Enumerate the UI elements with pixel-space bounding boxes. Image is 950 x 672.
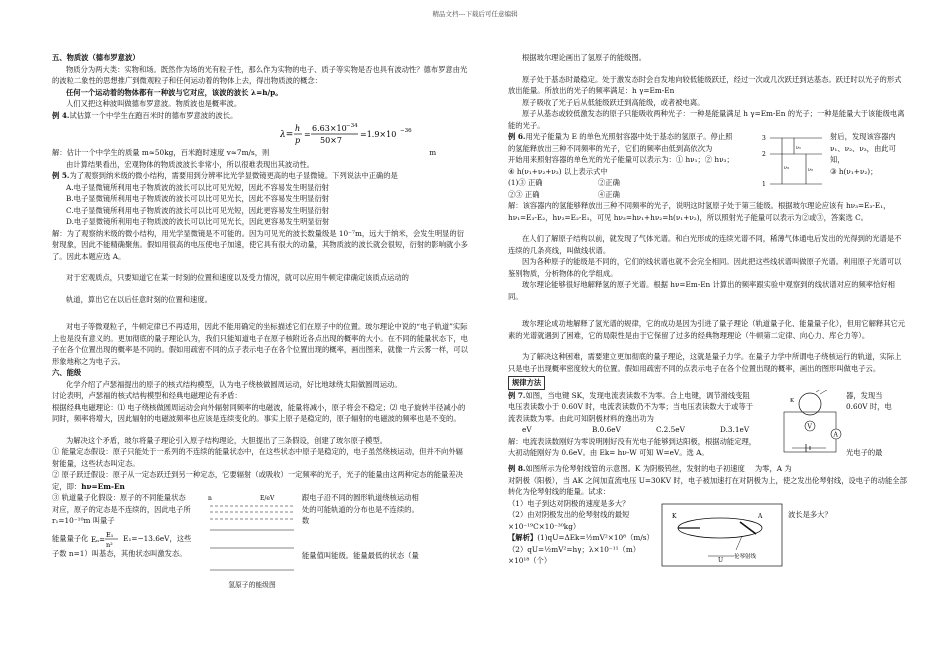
method-heading: 规律方法	[508, 376, 545, 390]
transition-paragraph: 原子处于基态时最稳定。处于激发态时会自发地向较低能级跃迁，经过一次或几次跃迁到达基态。跃迁时以光子的形式放出能量。所放出的光子的频率满足：h γ=Em-En	[508, 74, 902, 95]
debroglie-formula	[52, 121, 430, 147]
svg-text:n²: n²	[105, 540, 113, 548]
section5-title: 五、物质波（德布罗意波）	[52, 53, 140, 62]
energy-level-svg	[202, 492, 302, 580]
macro-paragraph: 对于宏观质点，只要知道它在某一时刻的位置和速度以及受力情况，就可以应用牛顿定律确定该质点运动的	[66, 273, 409, 282]
ground-state-text: 子数 n=1）叫基态，其他状态叫激发态。	[52, 548, 187, 558]
svg-text:1: 1	[762, 181, 766, 188]
formula-num-exp: −34	[346, 123, 358, 129]
section6-title: 六、能级	[52, 368, 82, 377]
hypothesis-3-block: ③ 轨道量子化假设：原子的不同能量状态 对应，原子的定态是不连续的，因此电子所 r₁=10⁻¹⁰m 叫量子 能量量子化 Eₙ= E₁ n² E₁=−13.6eV，这些 子数 n=1）叫基态，其他状态叫激发态。 n E/eV 氢原子的能级图 跟电子沿不同的圆形轨道绕核运动相 处的可能轨道的分布也是不连续的。 数 能量值叫能级。能量最低的状态（量	[52, 492, 470, 584]
example6-block: 例 6.用光子能量为 E 的单色光照射容器中处于基态的氢原子。停止照 的氢能释放出三种不同频率的光子，它们的频率由低到高依次为 开始用来照射容器的单色光的光子能量可以表示为：① hν₁；② hν₃； ④ h(ν₁+ν₂+ν₃) 以上表示式中 (1)③ 正确 ②正确 ②③ 正确 ④正确 3 2 1 ν₃ ν₁ ν₂ 射后，发现该容器内 ν₁、ν₂、ν₃，由此可知， ③ h(ν₁+ν₂)；	[508, 132, 896, 199]
three-level-diagram	[760, 131, 830, 200]
quantum-mechanics-paragraph: 为了解决这种困难，需要建立更加彻底的量子理论，这就是量子力学。在量子力学中所谓电子绕核运行的轨道，实际上只是电子出现概率密度较大的位置。假如用疏密不同的点表示电子在各个位置出现的概率，画出的图形叫做电子云。	[508, 352, 902, 373]
solution4-conclusion: 由计算结果看出，宏观物体的物质波波长非常小，所以很难表现出其波动性。	[66, 159, 315, 169]
absorption-paragraph: 原子吸收了光子后从低能级跃迁到高能级，或者被电离。	[522, 97, 705, 107]
spectrum-paragraph-1: 在人们了解原子结构以前，就发现了气体光谱。和白光形成的连续光谱不同，稀薄气体通电后发出的光得到的光谱是不连续的几条亮线，叫做线状谱。	[508, 234, 902, 255]
svg-text:Eₙ=: Eₙ=	[90, 535, 105, 544]
energy-formula	[91, 530, 121, 548]
ground-energy: E₁=−13.6eV，这些	[123, 533, 192, 543]
svg-text:3: 3	[762, 135, 766, 142]
svg-text:U: U	[718, 556, 724, 564]
example8: 例 8.如图所示为伦琴射线管的示意图。K 为阴极钨丝，发射的电子初速度 为零，A 为	[508, 464, 792, 473]
sec5-paragraph: 物质分为两大类：实物和场。既然作为场的光有粒子性，那么作为实物的电子、质子等实物是否也具有波动性？德布罗意由光的波粒二象性的思想推广到微观粒子和任何运动着的物体上去，得出物质波的概念：	[52, 64, 468, 85]
macro-paragraph-2: 轨道，算出它在以后任意时刻的位置和速度。	[66, 294, 212, 304]
svg-text:K: K	[672, 512, 677, 520]
energy-level-caption: 氢原子的能级图	[228, 581, 276, 589]
svg-text:A: A	[758, 512, 763, 520]
solution5: 解：为了观察纳米级的微小结构，用光学显微镜是不可能的。因为可见光的波长数量级是 10⁻⁷m，远大于纳米，会发生明显的衍射现象，因此不能精确聚焦。假如用很高的电压使电子加速，使它具有很大的动量，其物质波的波长就会很短，衍射的影响就小多了。因此本题应选 A。	[52, 228, 468, 261]
hypothesis-2: ② 原子跃迁假设：原子从一定态跃迁到另一种定态，它要辐射（或吸收）一定频率的光子，光子的能量由这两种定态的能量差决定，即：hν=Em-En	[52, 470, 463, 491]
svg-text:E/eV: E/eV	[260, 495, 275, 502]
formula-result-exp: −36	[400, 128, 412, 134]
bohr-success-paragraph: 玻尔理论成功地解释了氢光谱的规律，它的成功是因为引进了量子理论（轨道量子化、能量量子化），但用它解释其它元素的光谱就遇到了困难，它的局限性是由于它保留了过多的经典物理理论（牛顿第二定律、向心力、库仑力等）。	[508, 319, 906, 340]
formula-lhs: λ=	[280, 130, 294, 140]
sec6-paragraph-b: 讨论表明，卢瑟福的核式结构模型和经典电磁理论有矛盾：	[52, 391, 242, 400]
option-b: B.电子显微镜所利用电子物质波的波长可以比可见光长，因此不容易发生明显衍射	[66, 194, 330, 203]
spectrum-paragraph-3: 玻尔理论能够很好地解释氢的原子光谱。根据 hν=Em-En 计算出的频率跟实验中观察到的线状谱对应的频率恰好相同。	[508, 280, 895, 301]
orbit-radius: r₁=10⁻¹⁰m 叫量子	[52, 516, 115, 525]
svg-text:E₁: E₁	[105, 530, 114, 539]
option-d: D.电子显微镜所利用电子物质波的波长可以比可见光长，因此更容易发生明显衍射	[66, 217, 330, 226]
formula-num: 6.63×10	[312, 124, 347, 133]
sec5-bold-statement: 任何一个运动着的物体都有一种波与它对应，该波的波长 λ=h/p。	[66, 87, 283, 97]
svg-text:2: 2	[762, 151, 766, 158]
svg-text:=: =	[304, 130, 311, 139]
right-column: 根据玻尔理论画出了氢原子的能级图。 原子处于基态时最稳定。处于激发态时会自发地向较低能级跃迁，经过一次或几次跃迁到达基态。跃迁时以光子的形式放出能量。所放出的光子的频率满足：h γ=Em-En 原子吸收了光子后从低能级跃迁到高能级，或者被电离。 原子从基态或较低激发态的原子只能吸收两种光子：一种是能量满足 h γ=Em-En 的光子；一种是能量大于该能级电离能的光子。 例 6.用光子能量为 E 的单色光照射容器中处于基态的氢原子。停止照 的氢能释放出三种不同频率的光子，它们的频率由低到高依次为 开始用来照射容器的单色光的光子能量可以表示为：① hν₁；② hν₃； ④ h(ν₁+ν₂+ν₃) 以上表示式中 (1)③ 正确 ②正确 ②③ 正确 ④正确 3 2 1 ν₃ ν₁ ν₂ 射后，发现该容器内 ν₁、ν₂、ν₃，由此可知， ③ h(ν₁+ν₂)； 解：该容器内的氢能够释放出三种不同频率的光子，说明这时氢原子处于第三能级。根据玻尔理论应该有 hν₃=E₃-E₁，hν₁=E₃-E₂，hν₂=E₂-E₁，可见 hν₃=hν₁+hν₂=h(ν₁+ν₂)，所以照射光子能量可以表示为②或③，答案选 C。 在人们了解原子结构以前，就发现了气体光谱。和白光形成的连续光谱不同，稀薄气体通电后发出的光得到的光谱是不连续的几条亮线，叫做线状谱。 因为各种原子的能级是不同的，它们的线状谱也就不会完全相同。因此把这些线状谱叫做原子光谱。利用原子光谱可以鉴别物质，分析物体的化学组成。 玻尔理论能够很好地解释氢的原子光谱。根据 hν=Em-En 计算出的频率跟实验中观察到的线状谱对应的频率恰好相同。 玻尔理论成功地解释了氢光谱的规律，它的成功是因为引进了量子理论（轨道量子化、能量量子化），但用它解释其它元素的光谱就遇到了困难，它的局限性是由于它保留了过多的经典物理理论（牛顿第二定律、向心力、库仑力等）。 为了解决这种困难，需要建立更加彻底的量子理论，这就是量子力学。在量子力学中所谓电子绕核运行的轨道，实际上只是电子出现概率密度较大的位置。假如用疏密不同的点表示电子在各个位置出现的概率，画出的图形叫做电子云。 规律方法 例 7.如图，当电键 SK，发现电流表读数不为零。合上电键，调节滑线变阻 电压表读数小于 0.60V 时，电流表读数仍不为零；当电压表读数大于或等于 流表读数为零。由此可知阴极材料的逸出功为 eV B.0.6eV C.2.5eV D.3.1eV 解：电流表读数刚好为零说明刚好没有光电子能够到达阳极，根据动能定理， 大初动能刚好为 0.6eV。由 Ek= hν-W 可知 W=eV。选 A。 K V A 器，发现当 0.60V 时，电 光电子的最 例 8.如图所示为伦琴射线管的示意图。K 为阴极钨丝，发射的电子初速度 为零，A 为 对阴极（阳极），当 AK 之间加直流电压 U=30KV 时，电子被加速打在对阴极为上，使之发出伦琴射线，设电子的动能全部转化为伦琴射线的能量。试求： （1）电子到达对阴极的速度是多大？ （2）由对阴极发出的伦琴射线的最短 ×10⁻¹⁹C×10⁻³⁰kg） 【解析】(1)qU=ΔEk=½mV²×10⁸（m/s） （2）qU=½mV²=hγ；λ×10⁻¹¹（m） ×10¹⁸（个） K A U 伦琴射线 波长是多大？	[508, 52, 908, 573]
hypothesis-3: ③ 轨道量子化假设：原子的不同能量状态	[52, 493, 186, 502]
svg-text:ν₂: ν₂	[808, 167, 814, 173]
svg-text:K: K	[790, 397, 795, 404]
answer8: 【解析】(1)qU=ΔEk=½mV²×10⁸（m/s）	[508, 533, 654, 542]
svg-text:A: A	[833, 431, 838, 438]
example7-options: eV B.0.6eV C.2.5eV D.3.1eV	[522, 425, 750, 434]
svg-text:ν₁: ν₁	[796, 145, 802, 151]
xray-tube-svg	[658, 498, 786, 570]
svg-text:伦琴射线: 伦琴射线	[734, 553, 757, 560]
sec6-paragraph-d: 为解决这个矛盾，玻尔将量子理论引入原子结构理论，大胆提出了三条假设，创建了玻尔原子模型。	[66, 435, 388, 445]
formula-result: =1.9×10	[360, 130, 397, 139]
example6: 例 6.用光子能量为 E 的单色光照射容器中处于基态的氢原子。停止照	[508, 132, 733, 141]
sec6-paragraph-a: 化学介绍了卢瑟福提出的原子的核式结构模型，认为电子绕核做圆周运动，好比地球绕太阳做圆周运动。	[66, 379, 402, 389]
solution6: 解：该容器内的氢能够释放出三种不同频率的光子，说明这时氢原子处于第三能级。根据玻尔理论应该有 hν₃=E₃-E₁，hν₁=E₃-E₂，hν₂=E₂-E₁，可见 hν₃=hν₁+hν₂=h(ν₁+ν₂)，所以照射光子能量可以表示为②或③，答案选 C。	[508, 201, 891, 222]
example7: 例 7.如图，当电键 SK，发现电流表读数不为零。合上电键，调节滑线变阻	[508, 390, 750, 400]
phototube-circuit-svg	[776, 390, 844, 460]
absorption-conditions: 原子从基态或较低激发态的原子只能吸收两种光子：一种是能量满足 h γ=Em-En 的光子；一种是能量大于该能级电离能的光子。	[508, 109, 905, 130]
left-column	[52, 52, 470, 589]
svg-text:ν₃: ν₃	[784, 165, 790, 171]
phototube-circuit	[776, 390, 846, 464]
solution7: 解：电流表读数刚好为零说明刚好没有光电子能够到达阳极，根据动能定理，	[508, 436, 757, 446]
svg-text:V: V	[807, 423, 812, 430]
micro-paragraph: 对电子等微观粒子，牛顿定律已不再适用，因此不能用确定的坐标描述它们在原子中的位置。玻尔理论中说的“电子轨道”实际上也是没有意义的。更加彻底的量子理论认为，我们只能知道电子在原子核附近各点出现的概率的大小。在不同的能量状态下，电子在各个位置出现的概率是不同的。假如用疏密不同的点子表示电子在各个位置出现的概率，画出图来，就像一片云雾一样，可以形象地称之为电子云。	[52, 322, 468, 366]
option-a: A.电子显微镜所利用电子物质波的波长可以比可见光短，因此不容易发生明显衍射	[66, 182, 329, 192]
sec6-paragraph-c: 根据经典电磁理论：⑴ 电子绕核做圆周运动会向外辐射同频率的电磁波，能量将减小，原子将会不稳定；⑵ 电子旋转半径减小的同时，频率将增大，因此辐射的电磁波频率也应该是连续变化的。事实上原子是稳定的，原子辐射的电磁波的频率也是不变的。	[52, 402, 466, 423]
energy-diagram-note: 根据玻尔理论画出了氢原子的能级图。	[522, 53, 647, 62]
example5: 例 5.为了观察到纳米级的微小结构，需要用到分辨率比光学显微镜更高的电子显微镜。下列说法中正确的是	[52, 171, 398, 180]
svg-text:n: n	[208, 495, 212, 502]
example8-block: （1）电子到达对阴极的速度是多大？ （2）由对阴极发出的伦琴射线的最短 ×10⁻¹⁹C×10⁻³⁰kg） 【解析】(1)qU=ΔEk=½mV²×10⁸（m/s） （2）qU=½mV²=hγ；λ×10⁻¹¹（m） ×10¹⁸（个） K A U 伦琴射线 波长是多大？	[508, 498, 908, 574]
formula-den: 50×7	[320, 136, 342, 145]
energy-level-diagram	[202, 492, 302, 589]
formula-h: h	[295, 124, 301, 133]
example4: 例 4.试估算一个中学生在跑百米时的德布罗意波的波长。	[52, 110, 238, 120]
page-header: 精品文档---下载后可任意编辑	[432, 10, 518, 18]
example7-block: 例 7.如图，当电键 SK，发现电流表读数不为零。合上电键，调节滑线变阻 电压表读数小于 0.60V 时，电流表读数仍不为零；当电压表读数大于或等于 流表读数为零。由此可知阴极材料的逸出功为 eV B.0.6eV C.2.5eV D.3.1eV 解：电流表读数刚好为零说明刚好没有光电子能够到达阳极，根据动能定理， 大初动能刚好为 0.6eV。由 Ek= hν-W 可知 W=eV。选 A。 K V A 器，发现当 0.60V 时，电 光电子的最	[508, 390, 908, 464]
formula-graphic	[280, 121, 430, 147]
spectrum-paragraph-2: 因为各种原子的能级是不同的，它们的线状谱也就不会完全相同。因此把这些线状谱叫做原子光谱。利用原子光谱可以鉴别物质，分析物体的化学组成。	[508, 257, 902, 278]
formula-p: p	[295, 136, 301, 145]
sec5-paragraph-end: 人们又把这种波叫做德布罗意波。物质波也是概率波。	[66, 99, 242, 108]
option-c: C.电子显微镜所利用电子物质波的波长可以比可见光短，因此更容易发生明显衍射	[66, 205, 330, 215]
hypothesis-1: ① 能量定态假设：原子只能处于一系列的不连续的能量状态中，在这些状态中原子是稳定的，电子虽然绕核运动，但并不向外辐射能量，这些状态叫定态。	[52, 447, 463, 468]
three-level-svg	[760, 131, 826, 193]
xray-tube-diagram	[658, 498, 788, 574]
solution4: 解：估计一个中学生的质量 m≈50kg，百米跑时速度 v≈7m/s，则 m	[52, 148, 437, 157]
